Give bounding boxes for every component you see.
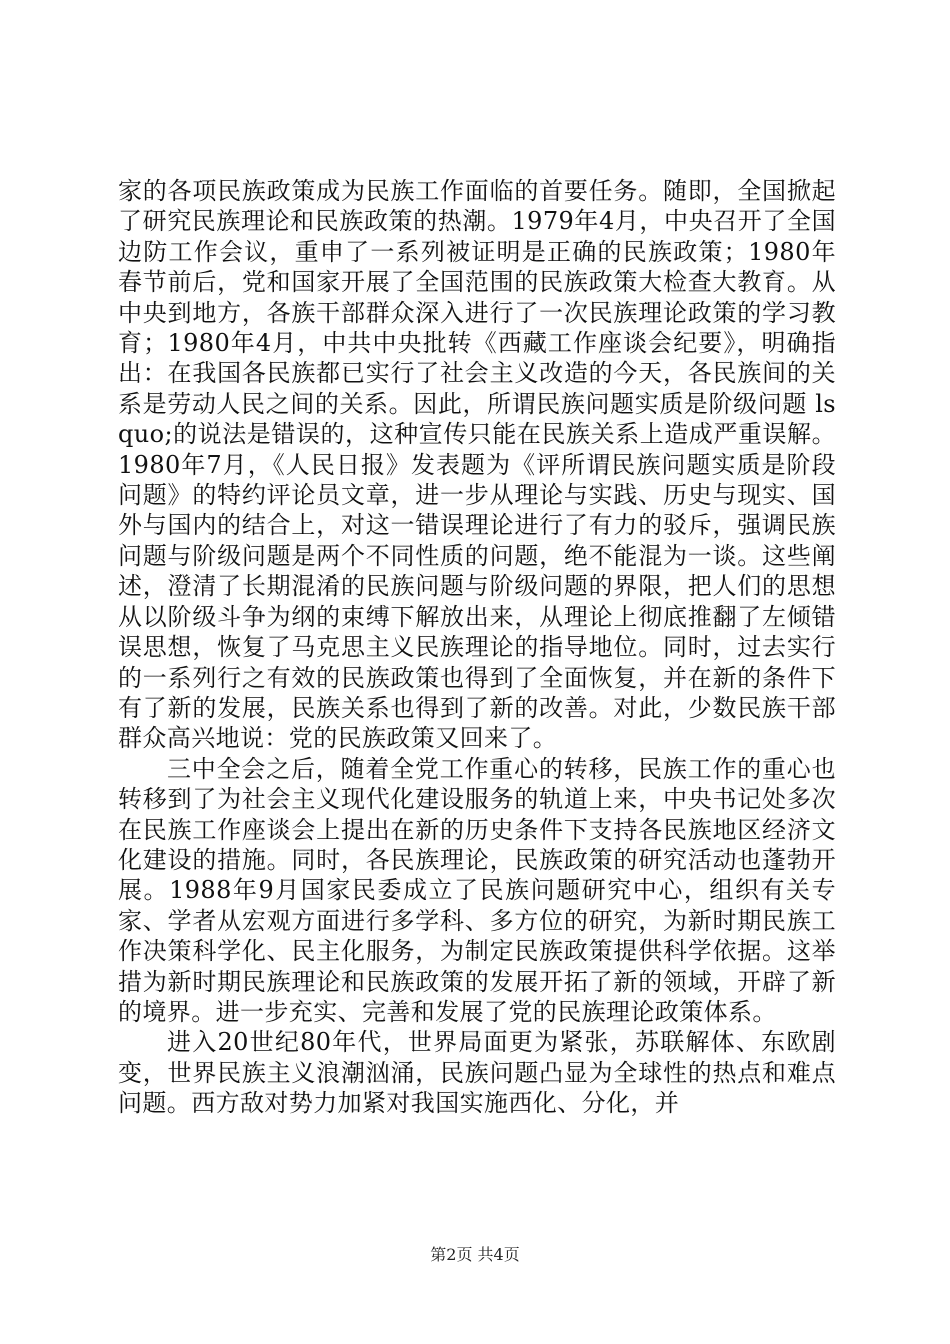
page-number-footer: 第2页 共4页 — [430, 1245, 520, 1264]
paragraph-1980s: 进入20世纪80年代，世界局面更为紧张，苏联解体、东欧剧变，世界民族主义浪潮汹涌，民族问题凸显为全球性的热点和难点问题。西方敌对势力加紧对我国实施西化、分化，并 — [118, 1028, 836, 1118]
paragraph-continuation: 家的各项民族政策成为民族工作面临的首要任务。随即，全国掀起了研究民族理论和民族政策的热潮。1979年4月，中央召开了全国边防工作会议，重申了一系列被证明是正确的民族政策；1980年春节前后，党和国家开展了全国范围的民族政策大检查大教育。从中央到地方，各族干部群众深入进行了一次民族理论政策的学习教育；1980年4月，中共中央批转《西藏工作座谈会纪要》，明确指出：在我国各民族都已实行了社会主义改造的今天，各民族间的关系是劳动人民之间的关系。因此，所谓民族问题实质是阶级问题 lsquo;的说法是错误的，这种宣传只能在民族关系上造成严重误解。1980年7月，《人民日报》发表题为《评所谓民族问题实质是阶段问题》的特约评论员文章，进一步从理论与实践、历史与现实、国外与国内的结合上，对这一错误理论进行了有力的驳斥，强调民族问题与阶级问题是两个不同性质的问题，绝不能混为一谈。这些阐述，澄清了长期混淆的民族问题与阶级问题的界限，把人们的思想从以阶级斗争为纲的束缚下解放出来，从理论上彻底推翻了左倾错误思想，恢复了马克思主义民族理论的指导地位。同时，过去实行的一系列行之有效的民族政策也得到了全面恢复，并在新的条件下有了新的发展，民族关系也得到了新的改善。对此，少数民族干部群众高兴地说：党的民族政策又回来了。 — [118, 177, 836, 753]
paragraph-third-plenum: 三中全会之后，随着全党工作重心的转移，民族工作的重心也转移到了为社会主义现代化建设服务的轨道上来，中央书记处多次在民族工作座谈会上提出在新的历史条件下支持各民族地区经济文化建设的措施。同时，各民族理论，民族政策的研究活动也蓬勃开展。1988年9月国家民委成立了民族问题研究中心，组织有关专家、学者从宏观方面进行多学科、多方位的研究，为新时期民族工作决策科学化、民主化服务，为制定民族政策提供科学依据。这举措为新时期民族理论和民族政策的发展开拓了新的领域，开辟了新的境界。进一步充实、完善和发展了党的民族理论政策体系。 — [118, 754, 836, 1026]
document-body — [118, 176, 836, 1119]
